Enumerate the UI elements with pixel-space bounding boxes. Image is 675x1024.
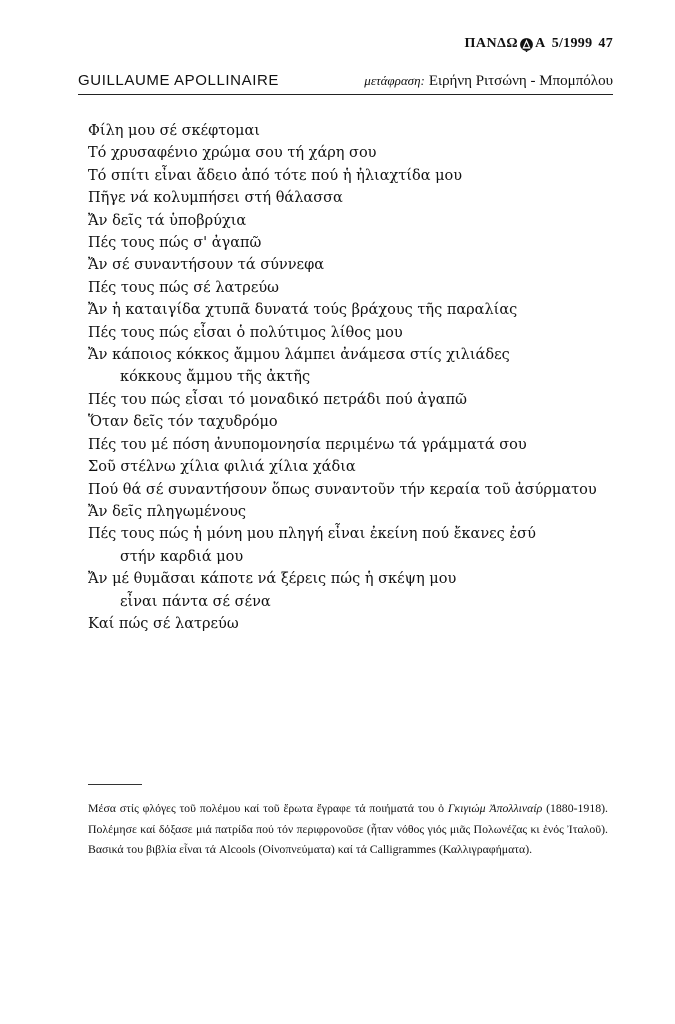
poem-body (88, 120, 628, 635)
translation-label: μετάφραση: (364, 73, 425, 88)
translation-credit (364, 73, 613, 90)
poem-line: Πές τους πώς σέ λατρεύω (88, 279, 279, 296)
journal-name (464, 36, 545, 52)
poem-line: Σοῦ στέλνω χίλια φιλιά χίλια χάδια (88, 459, 356, 476)
page-number: 47 (598, 36, 613, 51)
poem-line: Πές τους πώς ἡ μόνη μου πληγή εἶναι ἐκείνη πού ἔκανες ἐσύ (88, 526, 536, 543)
header-divider (78, 94, 613, 95)
poem-line: Ἄν δεῖς τά ὑποβρύχια (88, 212, 247, 229)
article-header (78, 72, 613, 90)
poem-line: Ὅταν δεῖς τόν ταχυδρόμο (88, 414, 278, 431)
journal-logo-icon (519, 37, 534, 52)
poem-line: Πές του πώς εἶσαι τό μοναδικό πετράδι πού ἀγαπῶ (88, 391, 467, 408)
poem-line: Ἄν μέ θυμᾶσαι κάποτε νά ξέρεις πώς ἡ σκέψη μου (88, 571, 457, 588)
translator-name: Ειρήνη Ριτσώνη - Μπομπόλου (428, 73, 613, 89)
poem-line: Πῆγε νά κολυμπήσει στή θάλασσα (88, 190, 343, 207)
poem-line: Ἄν κάποιος κόκκος ἄμμου λάμπει ἀνάμεσα στίς χιλιάδες (88, 347, 510, 364)
poem-line: Πές τους πώς εἶσαι ὁ πολύτιμος λίθος μου (88, 324, 403, 341)
poem-line: Καί πώς σέ λατρεύω (88, 615, 239, 632)
poem-line: Φίλη μου σέ σκέφτομαι (88, 123, 260, 139)
footnote-text-end: (1880-1918). Πολέμησε καί δόξασε μιά πατρίδα πού τόν περιφρονοῦσε (ἦταν νόθος γιός μιᾶς Πολωνέζας κι ἑνός Ἰταλοῦ). Βασικά του βιβλία εἶναι τά Alcools (Οἰνοπνεύματα) καί τά Calligrammes (Καλλιγραφήματα). (88, 801, 609, 856)
poem-line-continuation: κόκκους ἄμμου τῆς ἀκτῆς (120, 369, 311, 386)
footnote (88, 798, 608, 860)
poem-line: Ἄν σέ συναντήσουν τά σύννεφα (88, 257, 325, 274)
journal-name-end: Α (535, 36, 546, 51)
poem-line: Πές του μέ πόση ἀνυπομονησία περιμένω τά γράμματά σου (88, 436, 527, 453)
footnote-text-start: Μέσα στίς φλόγες τοῦ πολέμου καί τοῦ ἔρωτα ἔγραφε τά ποιήματά του ὁ (88, 801, 448, 815)
poem-line: Τό σπίτι εἶναι ἄδειο ἀπό τότε πού ἡ ἠλιαχτίδα μου (88, 167, 463, 184)
poem-line-continuation: εἶναι πάντα σέ σένα (120, 593, 271, 610)
journal-name-start: ΠΑΝΔΩ (464, 36, 519, 51)
running-head (464, 36, 613, 52)
issue-number: 5/1999 (551, 36, 593, 51)
author-name: GUILLAUME APOLLINAIRE (78, 72, 280, 89)
poem-line: Πές τους πώς σ' ἀγαπῶ (88, 235, 262, 252)
footnote-divider (88, 784, 142, 785)
poem-line: Ἄν δεῖς πληγωμένους (88, 503, 247, 520)
poem-line: Πού θά σέ συναντήσουν ὅπως συναντοῦν τήν κεραία τοῦ ἀσύρματου (88, 481, 597, 498)
poem-line: Ἄν ἡ καταιγίδα χτυπᾶ δυνατά τούς βράχους τῆς παραλίας (88, 302, 518, 319)
poem-line-continuation: στήν καρδιά μου (120, 548, 244, 565)
footnote-poet-name: Γκιγιώμ Ἀπολλιναίρ (447, 801, 543, 815)
poem-line: Τό χρυσαφένιο χρώμα σου τή χάρη σου (88, 145, 377, 162)
